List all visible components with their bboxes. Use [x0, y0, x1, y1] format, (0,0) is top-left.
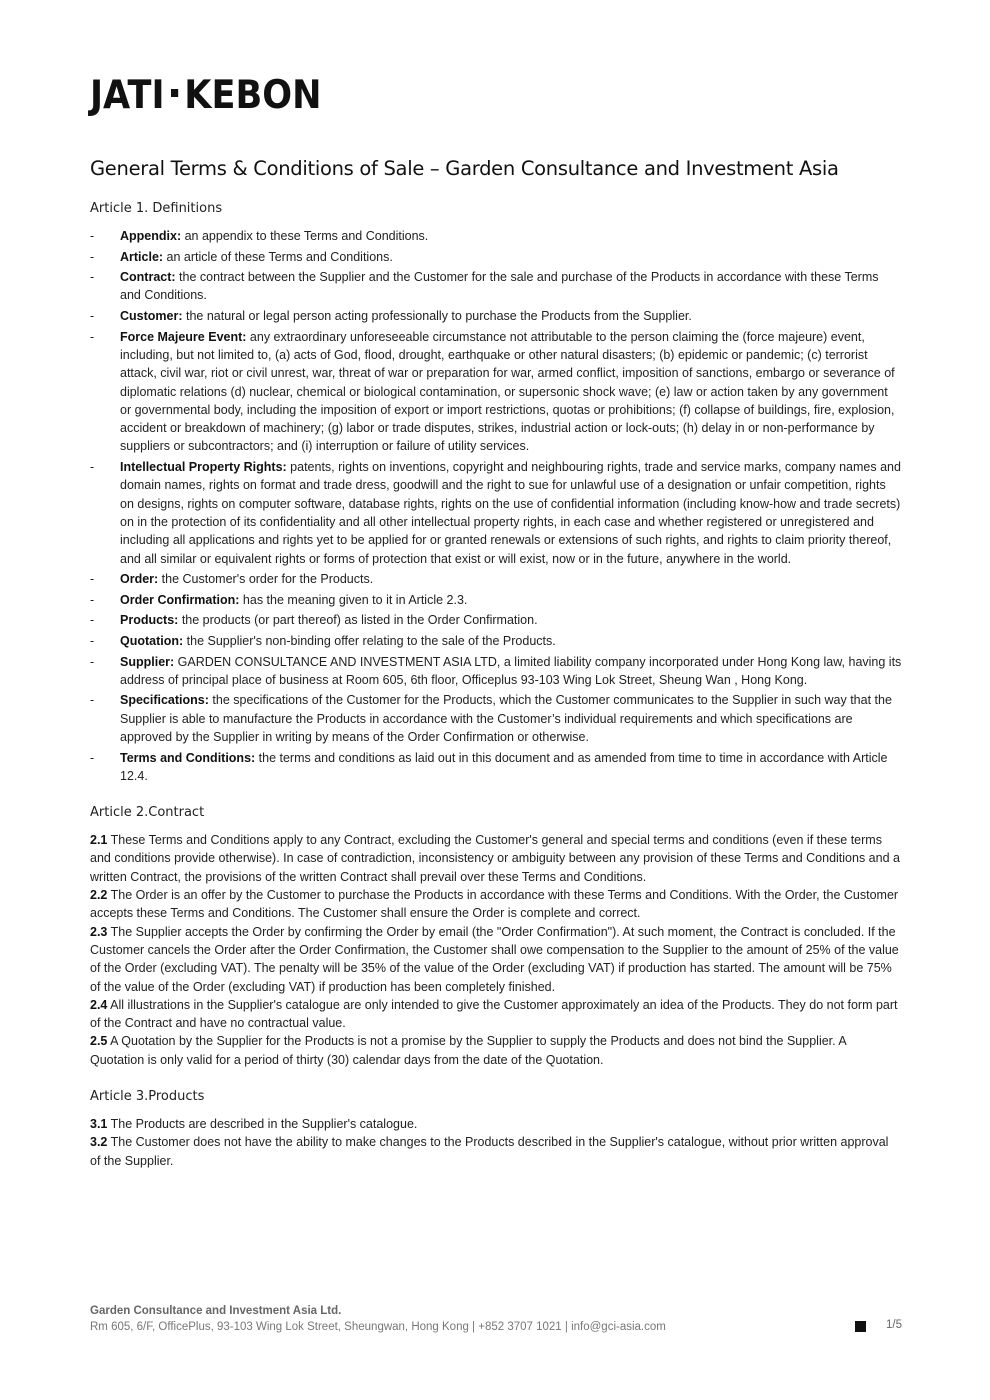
logo-right: KEBON	[184, 73, 322, 118]
clause: 2.4 All illustrations in the Supplier's catalogue are only intended to give the Customer approximately an idea of the Products. They do not form part of the Contract and have no contractual value.	[90, 997, 898, 1031]
clause: 3.2 The Customer does not have the ability to make changes to the Products described in the Supplier's catalogue, without prior written approval of the Supplier.	[90, 1135, 889, 1168]
logo-dot	[171, 89, 178, 97]
definition-item: - Appendix: an appendix to these Terms and Conditions.	[90, 229, 429, 243]
definition-item: - Article: an article of these Terms and Conditions.	[90, 249, 393, 264]
clause: 2.5 A Quotation by the Supplier for the Products is not a promise by the Supplier to supply the Products and does not bind the Supplier. A Quotation is only valid for a period of thirty (30) calendar days from the date of the Quotation.	[90, 1034, 847, 1067]
definition-item: - Force Majeure Event: any extraordinary unforeseeable circumstance not attributable to the person claiming the (force majeure) event, including, but not limited to, (a) acts of God, flood, drought, earthquake or other natural disasters; (b) epidemic or pandemic; (c) terrorist attack, civil war, riot or civil unrest, war, threat of war or preparation for war, armed conflict, imposition of sanctions, embargo or severance of diplomatic relations (d) nuclear, chemical or biological contamination, or supersonic shock wave; (e) law or action taken by any government or governmental body, including the imposition of export or import restrictions, quotas or prohibitions; (f) collapse of buildings, fire, explosion, accident or breakdown of machinery; (g) labor or trade disputes, strikes, industrial action or lock-outs; (h) delay in or non-performance by suppliers or subcontractors; and (i) interruption or failure of utility services.	[90, 329, 895, 454]
clause: 2.1 These Terms and Conditions apply to any Contract, excluding the Customer's general and special terms and conditions (even if these terms and conditions provide otherwise). In case of contradiction, inconsistency or ambiguity between any provision of these Terms and Conditions and a written Contract, the provisions of the written Contract shall prevail over these Terms and Conditions.	[90, 833, 900, 884]
clause: 2.3 The Supplier accepts the Order by confirming the Order by email (the "Order Confirmation"). At such moment, the Contract is concluded. If the Customer cancels the Order after the Order Confirmation, the Customer shall owe compensation to the Supplier to the amount of 25% of the value of the Order (excluding VAT). The penalty will be 35% of the value of the Order (excluding VAT) if production has started. The amount will be 75% of the value of the Order (excluding VAT) if production has been completely finished.	[90, 924, 899, 994]
page-number: 1/5	[886, 1319, 902, 1331]
article-3-heading: Article 3.Products	[90, 1089, 205, 1105]
definition-item: - Contract: the contract between the Supplier and the Customer for the sale and purchase of the Products in accordance with these Terms and Conditions.	[90, 270, 879, 303]
clause: 2.2 The Order is an offer by the Customer to purchase the Products in accordance with these Terms and Conditions. With the Order, the Customer accepts these Terms and Conditions. The Customer shall ensure the Order is complete and correct.	[90, 888, 899, 921]
definition-item: - Terms and Conditions: the terms and conditions as laid out in this document and as amended from time to time in accordance with Article 12.4.	[90, 750, 888, 783]
definition-item: - Supplier: GARDEN CONSULTANCE AND INVESTMENT ASIA LTD, a limited liability company incorporated under Hong Kong law, having its address of principal place of business at Room 605, 6th floor, Officeplus 93-103 Wing Lok Street, Sheung Wan , Hong Kong.	[90, 654, 902, 687]
article-3-clauses	[90, 1115, 902, 1170]
definition-item: - Customer: the natural or legal person acting professionally to purchase the Products from the Supplier.	[90, 309, 692, 324]
definitions-list	[90, 227, 902, 785]
brand-logo	[90, 74, 321, 118]
document-body	[90, 200, 902, 1189]
article-2-clauses	[90, 831, 902, 1069]
definition-item: - Order Confirmation: has the meaning given to it in Article 2.3.	[90, 592, 468, 607]
clause: 3.1 The Products are described in the Supplier's catalogue.	[90, 1117, 418, 1132]
logo-left: JATI	[90, 73, 165, 118]
footer-contact: Rm 605, 6/F, OfficePlus, 93-103 Wing Lok Street, Sheungwan, Hong Kong | +852 3707 1021 | info@gci-asia.com	[90, 1321, 666, 1333]
page-footer	[90, 1303, 902, 1335]
square-mark-icon	[855, 1321, 866, 1332]
definition-item: - Products: the products (or part thereof) as listed in the Order Confirmation.	[90, 613, 538, 628]
definition-item: - Order: the Customer's order for the Products.	[90, 572, 374, 587]
definition-item: - Intellectual Property Rights: patents, rights on inventions, copyright and neighbouring rights, trade and service marks, company names and domain names, rights on format and trade dress, goodwill and the right to sue for unlawful use of a designation or unfair competition, rights on designs, rights on computer software, database rights, rights on the use of confidential information (including know-how and trade secrets) on in the protection of its confidentiality and all other intellectual property rights, in each case and whether registered or unregistered and including all applications and rights yet to be applied for or granted renewals or extensions of such rights, and rights to claim priority thereof, and all similar or equivalent rights or forms of protection that exist or will exist, now or in the future, anywhere in the world.	[90, 460, 901, 566]
definition-item: - Quotation: the Supplier's non-binding offer relating to the sale of the Products.	[90, 633, 556, 648]
article-1-heading: Article 1. Definitions	[90, 201, 223, 216]
definition-item: - Specifications: the specifications of the Customer for the Products, which the Customer communicates to the Supplier in such way that the Supplier is able to manufacture the Products in accordance with the Customer’s individual requirements and which specifications are approved by the Supplier in writing by means of the Order Confirmation or otherwise.	[90, 693, 892, 744]
article-2-heading: Article 2.Contract	[90, 805, 205, 821]
footer-company: Garden Consultance and Investment Asia Ltd.	[90, 1305, 342, 1317]
document-title: General Terms & Conditions of Sale – Garden Consultance and Investment Asia	[90, 157, 839, 180]
